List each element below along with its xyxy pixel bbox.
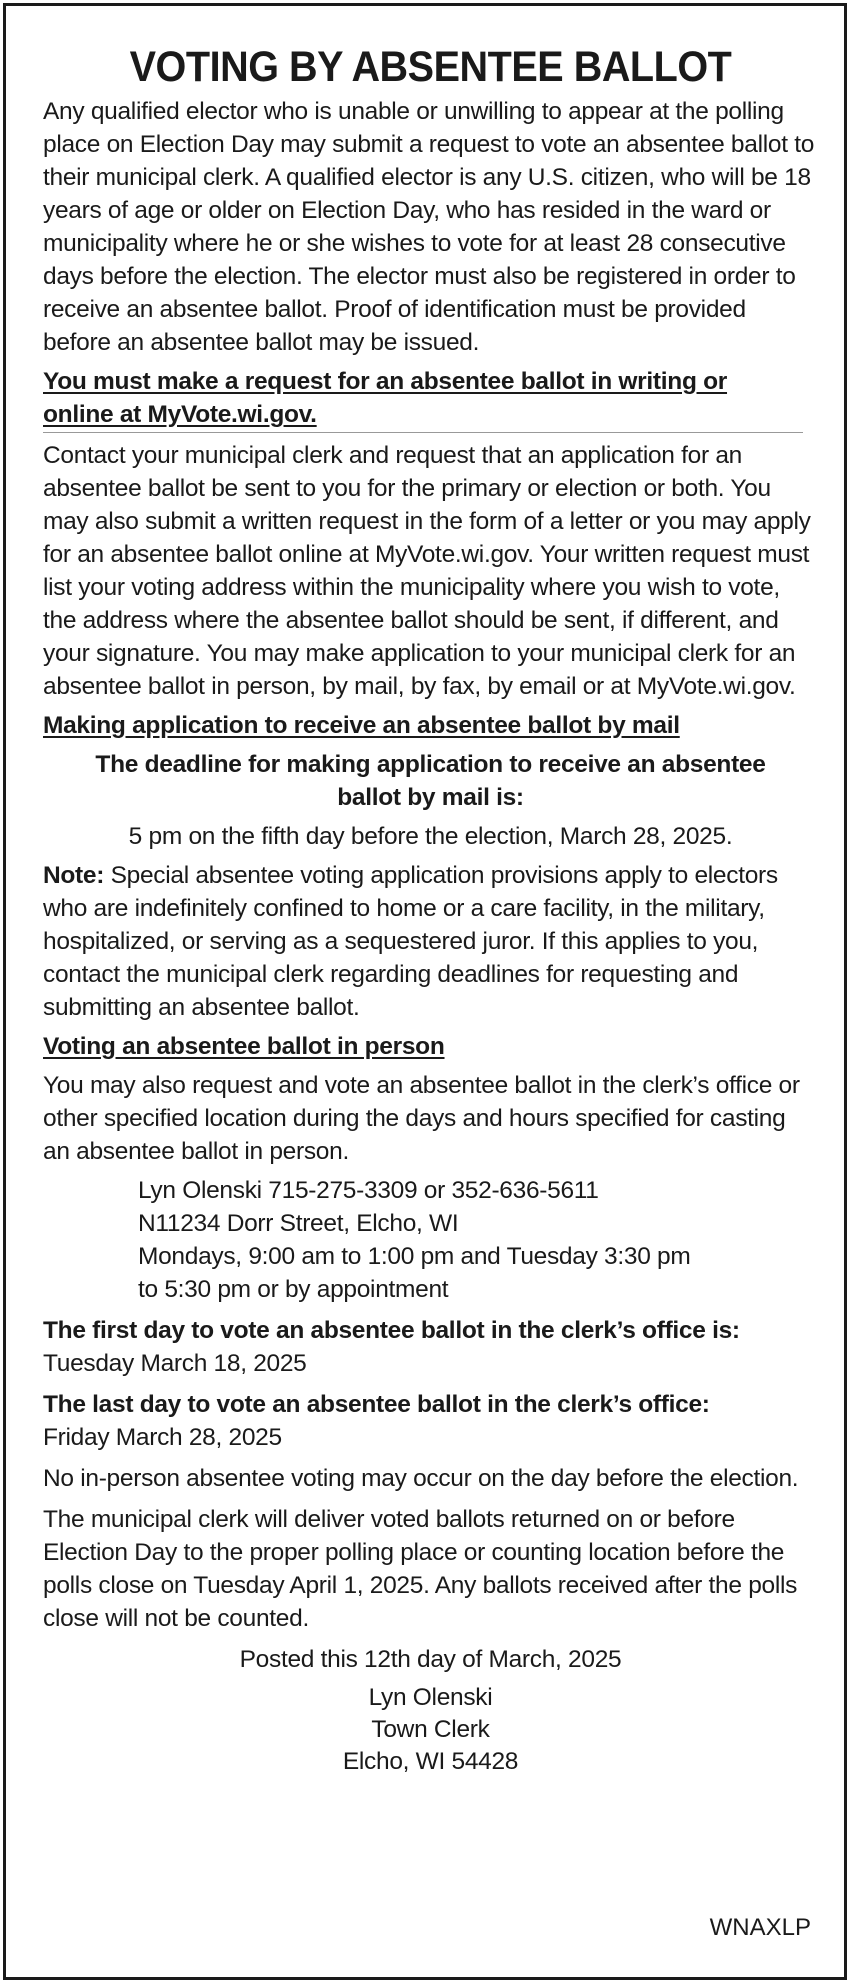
note-body: Special absentee voting application provisions apply to electors who are indefinitely confined to home or a care facility, in the military, hospitalized, or serving as a sequestered juror. If this applies to you, contact the municipal clerk regarding deadlines for requesting and submitting an absentee ballot. — [43, 862, 778, 1021]
note-paragraph — [43, 859, 818, 1024]
clerk-role: Town Clerk — [371, 1716, 490, 1743]
last-day-value: Friday March 28, 2025 — [43, 1424, 282, 1451]
clerk-location: Elcho, WI 54428 — [342, 1748, 519, 1775]
request-paragraph: Contact your municipal clerk and request that an application for an absentee ballot be sent to you for the primary or election or both. You may also submit a written request in the form of a letter or you may apply for an absentee ballot online at MyVote.wi.gov. Your written request must list your voting address within the municipality where you wish to vote, the address where the absentee ballot should be sent, if different, and your signature. You may make application to your municipal clerk for an absentee ballot in person, by mail, by fax, by email or at MyVote.wi.gov. — [43, 442, 811, 700]
mail-deadline-label: The deadline for making application to receive an absentee ballot by mail is: — [95, 751, 766, 811]
mail-deadline-value: 5 pm on the fifth day before the election, March 28, 2025. — [128, 823, 733, 850]
no-voting-note: No in-person absentee voting may occur on the day before the election. — [43, 1465, 799, 1492]
intro-paragraph: Any qualified elector who is unable or unwilling to appear at the polling place on Election Day may submit a request to vote an absentee ballot to their municipal clerk. A qualified elector is any U.S. citizen, who will be 18 years of age or older on Election Day, who has resided in the ward or municipality where he or she wishes to vote for at least 28 consecutive days before the election. The elector must also be registered in order to receive an absentee ballot. Proof of identification must be provided before an absentee ballot may be issued. — [43, 98, 815, 356]
clerk-name: Lyn Olenski — [368, 1684, 493, 1711]
signature-block — [43, 1682, 818, 1778]
posted-date: Posted this 12th day of March, 2025 — [239, 1646, 622, 1673]
clerk-address-line: N11234 Dorr Street, Elcho, WI — [138, 1210, 459, 1237]
in-person-paragraph: You may also request and vote an absentee ballot in the clerk’s office or other specified location during the days and hours specified for casting an absentee ballot in person. — [43, 1072, 800, 1165]
first-day-label: The first day to vote an absentee ballot in the clerk’s office is: — [43, 1317, 740, 1344]
note-label: Note: — [43, 862, 105, 889]
notice-frame — [3, 3, 847, 1980]
delivery-note: The municipal clerk will deliver voted ballots returned on or before Election Day to the proper polling place or counting location before the polls close on Tuesday April 1, 2025. Any ballots received after the polls close will not be counted. — [43, 1506, 798, 1632]
first-day-value: Tuesday March 18, 2025 — [43, 1350, 307, 1377]
publication-code: WNAXLP — [709, 1914, 811, 1941]
notice-body — [43, 6, 818, 1778]
request-heading-text: You must make a request for an absentee ballot in writing or online at MyVote.wi.gov. — [43, 368, 728, 428]
last-day-label: The last day to vote an absentee ballot in the clerk’s office: — [43, 1391, 710, 1418]
in-person-heading: Voting an absentee ballot in person — [43, 1033, 445, 1060]
clerk-hours-line: Mondays, 9:00 am to 1:00 pm and Tuesday 3:30 pm to 5:30 pm or by appointment — [138, 1243, 691, 1303]
clerk-contact-line: Lyn Olenski 715-275-3309 or 352-636-5611 — [138, 1177, 599, 1204]
mail-heading: Making application to receive an absentee ballot by mail — [43, 712, 680, 739]
clerk-contact-block — [43, 1174, 818, 1306]
page-title: VOTING BY ABSENTEE BALLOT — [129, 43, 732, 91]
request-heading — [43, 365, 803, 433]
